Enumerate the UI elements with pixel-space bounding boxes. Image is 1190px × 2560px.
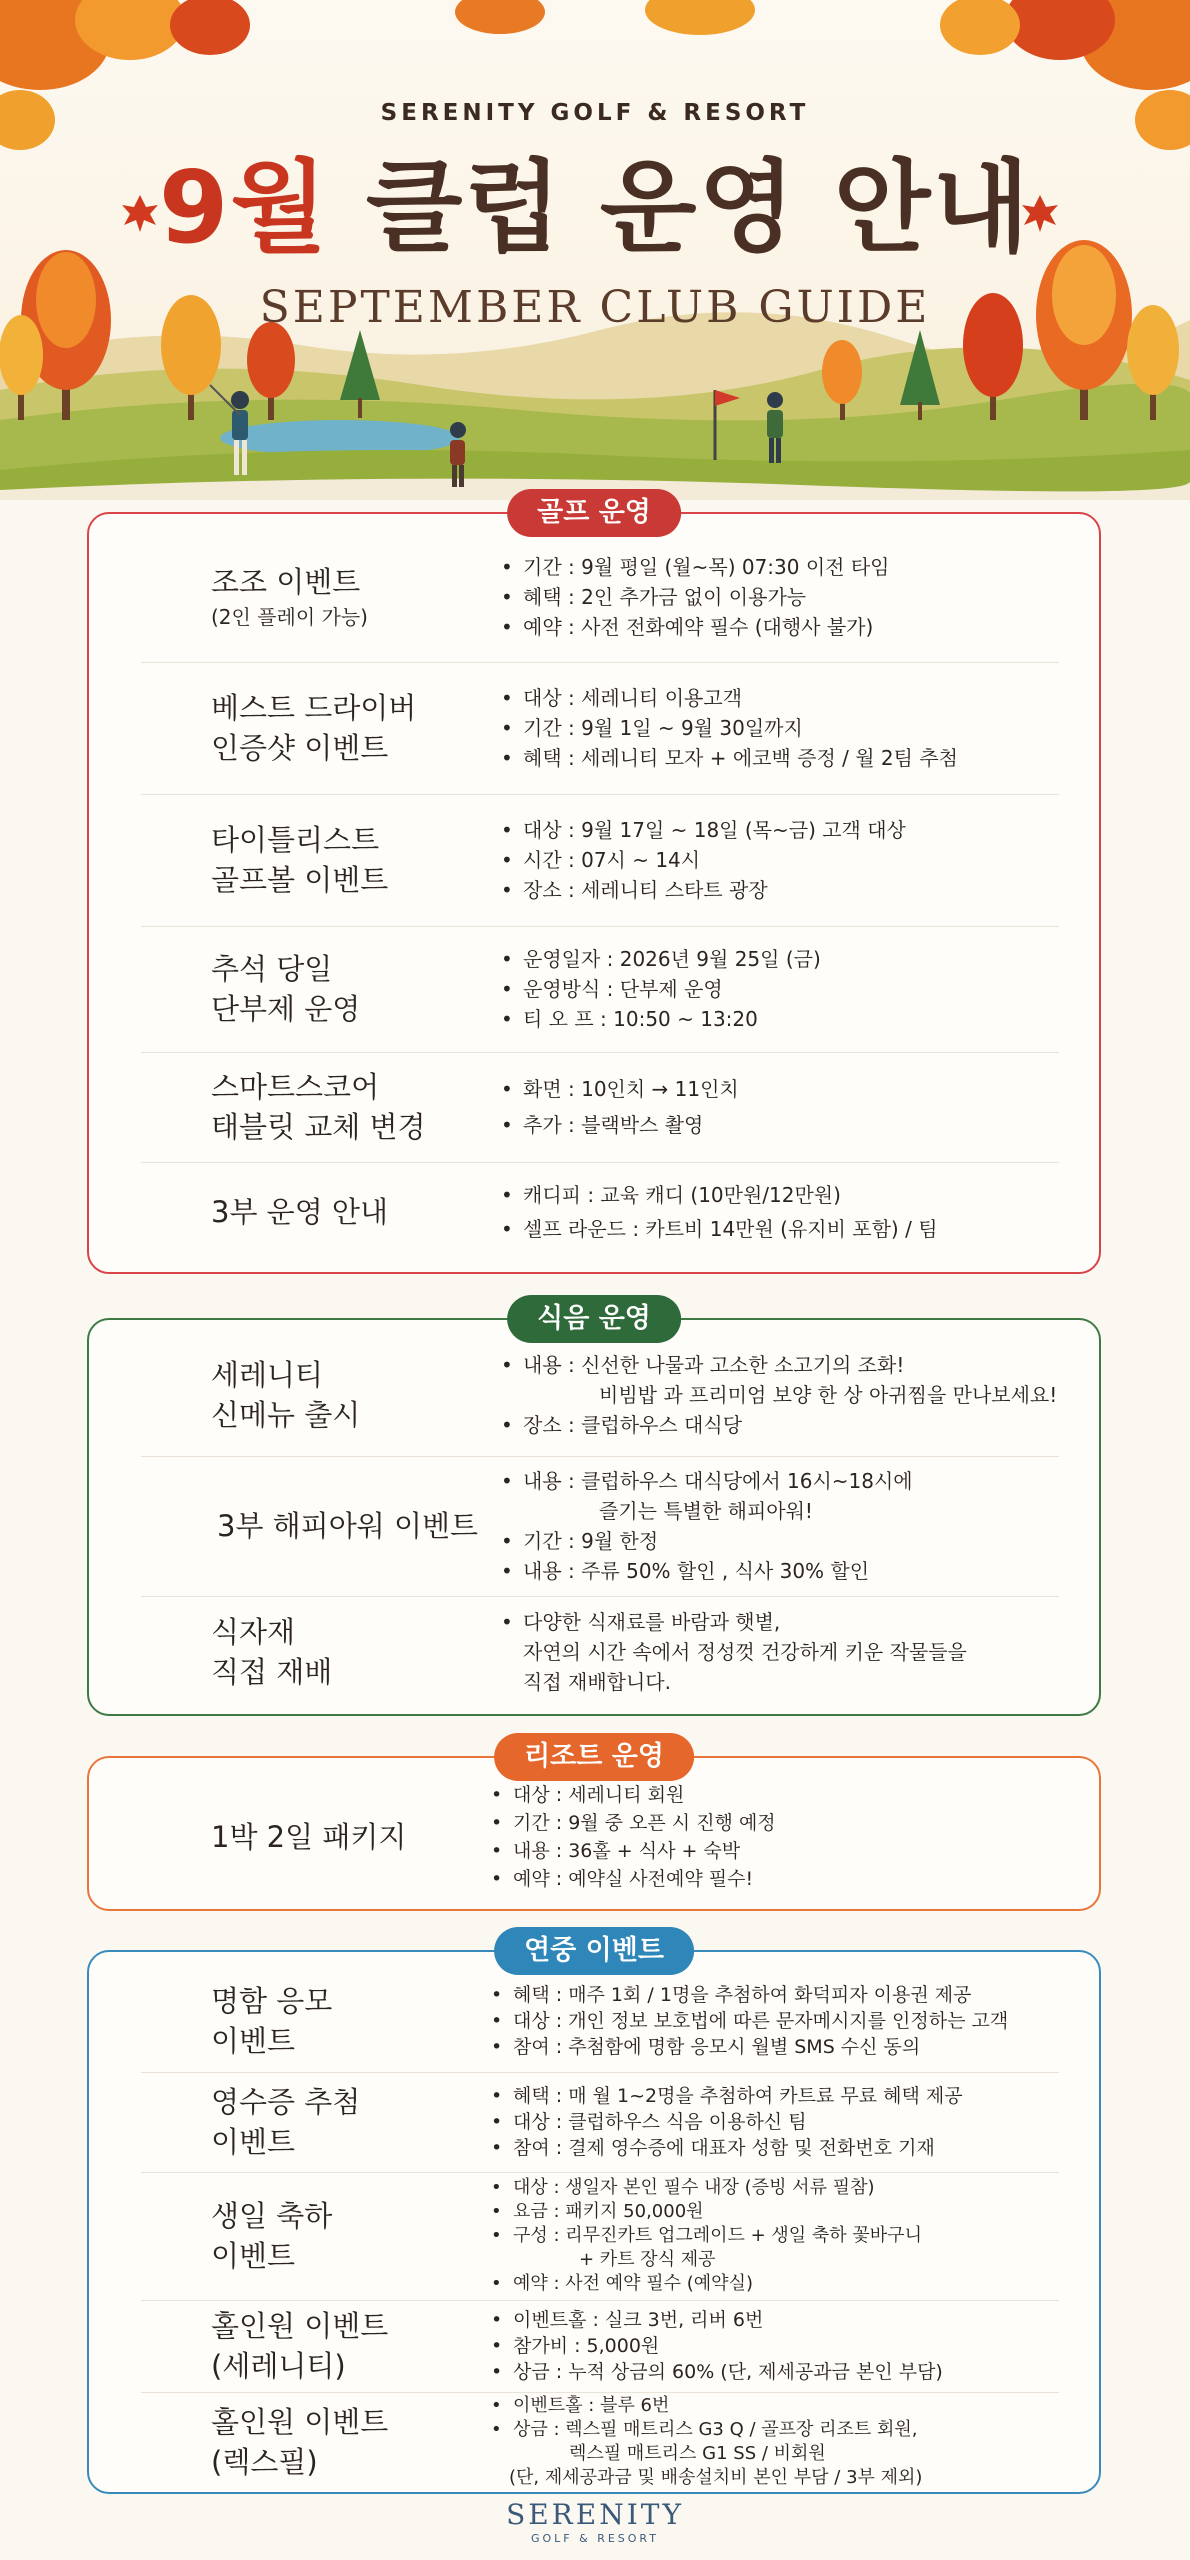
list-item <box>141 926 1059 1053</box>
row-details: • 대상 : 생일자 본인 필수 내장 (증빙 서류 필참) • 요금 : 패키지 50,000원 • 구성 : 리무진카트 업그레이드 + 생일 축하 꽃바구니 + 카트 장식 제공 • 예약 : 사전 예약 필수 (예약실) <box>491 2176 922 2296</box>
list-item <box>141 2300 1059 2393</box>
section-heading-yearround: 연중 이벤트 <box>494 1927 694 1975</box>
list-item <box>141 1162 1059 1262</box>
list-item <box>141 2072 1059 2173</box>
row-details: • 화면 : 10인치 → 11인치 • 추가 : 블랙박스 촬영 <box>501 1071 739 1143</box>
hero-banner <box>0 0 1190 500</box>
row-details: • 이벤트홀 : 실크 3번, 리버 6번 • 참가비 : 5,000원 • 상금 : 누적 상금의 60% (단, 제세공과금 본인 부담) <box>491 2307 943 2385</box>
row-title: 타이틀리스트 골프볼 이벤트 <box>211 823 389 897</box>
title-month: 9월 <box>158 149 330 266</box>
section-heading-golf: 골프 운영 <box>507 489 681 537</box>
list-item <box>141 1334 1059 1457</box>
footer-logo <box>0 2498 1190 2545</box>
yearround-section <box>87 1935 1101 2494</box>
row-details: • 대상 : 세레니티 회원 • 기간 : 9월 중 오픈 시 진행 예정 • 내용 : 36홀 + 식사 + 숙박 • 예약 : 예약실 사전예약 필수! <box>491 1781 776 1893</box>
title-text: 클럽 운영 안내 <box>365 149 1032 266</box>
row-title: 베스트 드라이버 인증샷 이벤트 <box>211 691 417 765</box>
row-details: • 운영일자 : 2026년 9월 25일 (금) • 운영방식 : 단부제 운영 • 티 오 프 : 10:50 ~ 13:20 <box>501 944 821 1034</box>
row-details: • 내용 : 클럽하우스 대식당에서 16시~18시에 즐기는 특별한 해피아워! • 기간 : 9월 한정 • 내용 : 주류 50% 할인 , 식사 30% 할인 <box>501 1466 913 1586</box>
page-subtitle: SEPTEMBER CLUB GUIDE <box>259 282 931 333</box>
brand-name: SERENITY GOLF & RESORT <box>380 100 810 126</box>
row-details: • 다양한 식재료를 바람과 햇볕, 자연의 시간 속에서 정성껏 건강하게 키운 작물들을 직접 재배합니다. <box>501 1607 967 1697</box>
golf-section <box>87 497 1101 1274</box>
list-item <box>141 2172 1059 2301</box>
row-title: 생일 축하 이벤트 <box>211 2199 333 2273</box>
row-details: • 내용 : 신선한 나물과 고소한 소고기의 조화! 비빔밥 과 프리미엄 보양 한 상 아귀찜을 만나보세요! • 장소 : 클럽하우스 대식당 <box>501 1350 1057 1440</box>
list-item <box>141 2392 1059 2492</box>
row-details: • 혜택 : 매주 1회 / 1명을 추첨하여 화덕피자 이용권 제공 • 대상 : 개인 정보 보호법에 따른 문자메시지를 인정하는 고객 • 참여 : 추첨함에 명함 응모시 월별 SMS 수신 동의 <box>491 1982 1008 2060</box>
list-item <box>141 794 1059 927</box>
row-title: 세레니티 신메뉴 출시 <box>211 1358 361 1432</box>
row-title: 3부 운영 안내 <box>211 1195 388 1229</box>
footer-logo-main: SERENITY <box>506 2498 684 2531</box>
row-title: 영수증 추첨 이벤트 <box>211 2085 361 2159</box>
list-item <box>141 1052 1059 1163</box>
row-title: 1박 2일 패키지 <box>211 1820 407 1854</box>
footer-logo-sub: GOLF & RESORT <box>530 2532 659 2545</box>
row-details: • 대상 : 9월 17일 ~ 18일 (목~금) 고객 대상 • 시간 : 07시 ~ 14시 • 장소 : 세레니티 스타트 광장 <box>501 815 906 905</box>
row-title: 조조 이벤트 (2인 플레이 가능) <box>211 565 368 629</box>
row-details: • 캐디피 : 교육 캐디 (10만원/12만원) • 셀프 라운드 : 카트비 14만원 (유지비 포함) / 팀 <box>501 1178 938 1246</box>
row-title: 홀인원 이벤트 (렉스필) <box>211 2405 389 2479</box>
row-details: • 기간 : 9월 평일 (월~목) 07:30 이전 타임 • 혜택 : 2인 추가금 없이 이용가능 • 예약 : 사전 전화예약 필수 (대행사 불가) <box>501 552 890 642</box>
list-item <box>141 1596 1059 1708</box>
food-section <box>87 1303 1101 1716</box>
list-item <box>141 1772 1059 1902</box>
section-heading-resort: 리조트 운영 <box>494 1733 694 1781</box>
list-item <box>141 1970 1059 2073</box>
row-title: 명함 응모 이벤트 <box>211 1984 333 2058</box>
page-title <box>0 148 1190 268</box>
row-title: 추석 당일 단부제 운영 <box>211 952 361 1026</box>
list-item <box>141 662 1059 795</box>
list-item <box>141 532 1059 663</box>
row-details: • 대상 : 세레니티 이용고객 • 기간 : 9월 1일 ~ 9월 30일까지 • 혜택 : 세레니티 모자 + 에코백 증정 / 월 2팀 추첨 <box>501 683 958 773</box>
row-title: 홀인원 이벤트 (세레니티) <box>211 2309 389 2383</box>
row-title: 스마트스코어 태블릿 교체 변경 <box>211 1070 426 1144</box>
row-title: 식자재 직접 재배 <box>211 1615 333 1689</box>
list-item <box>141 1456 1059 1597</box>
resort-section <box>87 1741 1101 1911</box>
section-heading-food: 식음 운영 <box>507 1295 681 1343</box>
row-details: • 이벤트홀 : 블루 6번 • 상금 : 렉스필 매트리스 G3 Q / 골프장 리조트 회원, 렉스필 매트리스 G1 SS / 비회원 (단, 제세공과금 및 배송설치비 본인 부담 / 3부 제외) <box>491 2394 922 2490</box>
row-details: • 혜택 : 매 월 1~2명을 추첨하여 카트료 무료 혜택 제공 • 대상 : 클럽하우스 식음 이용하신 팀 • 참여 : 결제 영수증에 대표자 성함 및 전화번호 기재 <box>491 2083 963 2161</box>
row-title: 3부 해피아워 이벤트 <box>217 1509 478 1543</box>
